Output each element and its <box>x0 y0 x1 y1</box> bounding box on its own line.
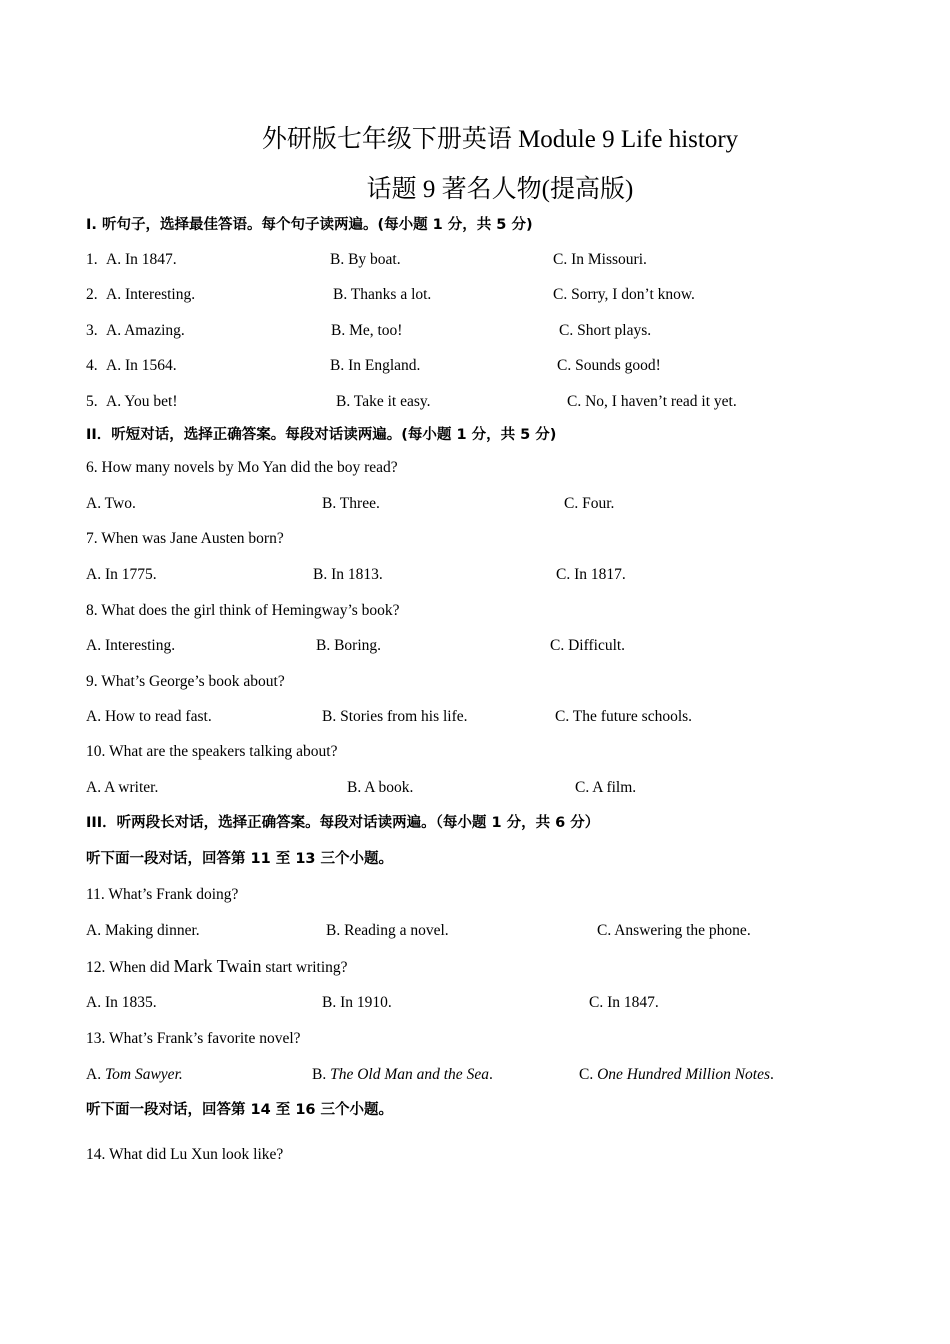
option-a: A. Interesting. <box>106 286 196 303</box>
option-c: C. No, I haven’t read it yet. <box>567 393 737 410</box>
question-text-start: 12. When did <box>86 959 174 976</box>
section-1-heading: I. 听句子，选择最佳答语。每个句子读两遍。(每小题 1 分，共 5 分) <box>86 217 533 233</box>
punctuation: . <box>770 1066 774 1083</box>
option-label: A. <box>86 1066 105 1083</box>
page-title: 外研版七年级下册英语 Module 9 Life history <box>261 126 739 153</box>
question-text: 13. What’s Frank’s favorite novel? <box>86 1030 301 1047</box>
book-title: Tom Sawyer. <box>104 1066 183 1083</box>
option-b <box>312 1065 493 1085</box>
option-b: B. A book. <box>347 779 414 796</box>
question-number: 4. <box>86 357 98 374</box>
option-a: A. How to read fast. <box>86 708 212 725</box>
section-2-heading: II．听短对话，选择正确答案。每段对话读两遍。(每小题 1 分，共 5 分) <box>86 427 557 443</box>
option-c: C. In Missouri. <box>553 251 647 268</box>
option-b: B. Boring. <box>316 637 382 654</box>
option-b: B. Reading a novel. <box>326 922 449 939</box>
option-c: C. Answering the phone. <box>597 922 751 939</box>
option-c: C. A film. <box>575 779 637 796</box>
dialogue-2-instruction: 听下面一段对话，回答第 14 至 16 三个小题。 <box>86 1102 394 1118</box>
option-label: C. <box>579 1066 598 1083</box>
option-a: A. A writer. <box>86 779 159 796</box>
option-a: A. Two. <box>86 495 136 512</box>
question-text <box>86 956 348 978</box>
question-number: 2. <box>86 286 98 303</box>
dialogue-1-instruction: 听下面一段对话，回答第 11 至 13 三个小题。 <box>86 851 394 867</box>
book-title: The Old Man and the Sea <box>330 1066 489 1083</box>
option-c: C. The future schools. <box>555 708 693 725</box>
option-b: B. Three. <box>322 495 380 512</box>
option-c <box>579 1065 774 1085</box>
question-14: 14. What did Lu Xun look like? <box>86 1146 284 1163</box>
option-a: A. In 1835. <box>86 994 157 1011</box>
option-label: B. <box>312 1066 331 1083</box>
option-a: A. In 1775. <box>86 566 157 583</box>
option-a: A. Making dinner. <box>86 922 200 939</box>
option-b: B. Thanks a lot. <box>333 286 432 303</box>
option-c: C. Sorry, I don’t know. <box>553 286 695 303</box>
question-text: 6. How many novels by Mo Yan did the boy read? <box>86 459 398 476</box>
option-c: C. Sounds good! <box>557 357 661 374</box>
option-a: A. In 1564. <box>106 357 177 374</box>
option-b: B. In 1813. <box>313 566 383 583</box>
option-b: B. In England. <box>330 357 421 374</box>
option-a: A. In 1847. <box>106 251 177 268</box>
option-a: A. You bet! <box>106 393 178 410</box>
option-a: A. Interesting. <box>86 637 176 654</box>
question-text-end: start writing? <box>261 959 348 976</box>
question-number: 5. <box>86 393 98 410</box>
option-b: B. Take it easy. <box>336 393 431 410</box>
option-a: A. Amazing. <box>106 322 185 339</box>
question-text: 7. When was Jane Austen born? <box>86 530 284 547</box>
question-text: 10. What are the speakers talking about? <box>86 743 338 760</box>
question-text: 11. What’s Frank doing? <box>86 886 239 903</box>
option-c: C. In 1847. <box>589 994 659 1011</box>
option-c: C. Four. <box>564 495 615 512</box>
book-title: One Hundred Million Notes <box>597 1066 771 1083</box>
question-text: 8. What does the girl think of Hemingway’s book? <box>86 602 400 619</box>
author-name: Mark Twain <box>173 956 262 976</box>
punctuation: . <box>488 1066 493 1083</box>
option-c: C. Difficult. <box>550 637 626 654</box>
option-b: B. Me, too! <box>331 322 403 339</box>
page-subtitle: 话题 9 著名人物(提高版) <box>366 176 634 203</box>
section-3-heading: III．听两段长对话，选择正确答案。每段对话读两遍。（每小题 1 分，共 6 分） <box>86 815 600 831</box>
question-number: 1. <box>86 251 98 268</box>
option-a <box>86 1065 183 1085</box>
option-b: B. In 1910. <box>322 994 392 1011</box>
option-b: B. Stories from his life. <box>322 708 468 725</box>
option-c: C. Short plays. <box>559 322 652 339</box>
option-c: C. In 1817. <box>556 566 626 583</box>
option-b: B. By boat. <box>330 251 401 268</box>
question-number: 3. <box>86 322 98 339</box>
question-text: 9. What’s George’s book about? <box>86 673 285 690</box>
